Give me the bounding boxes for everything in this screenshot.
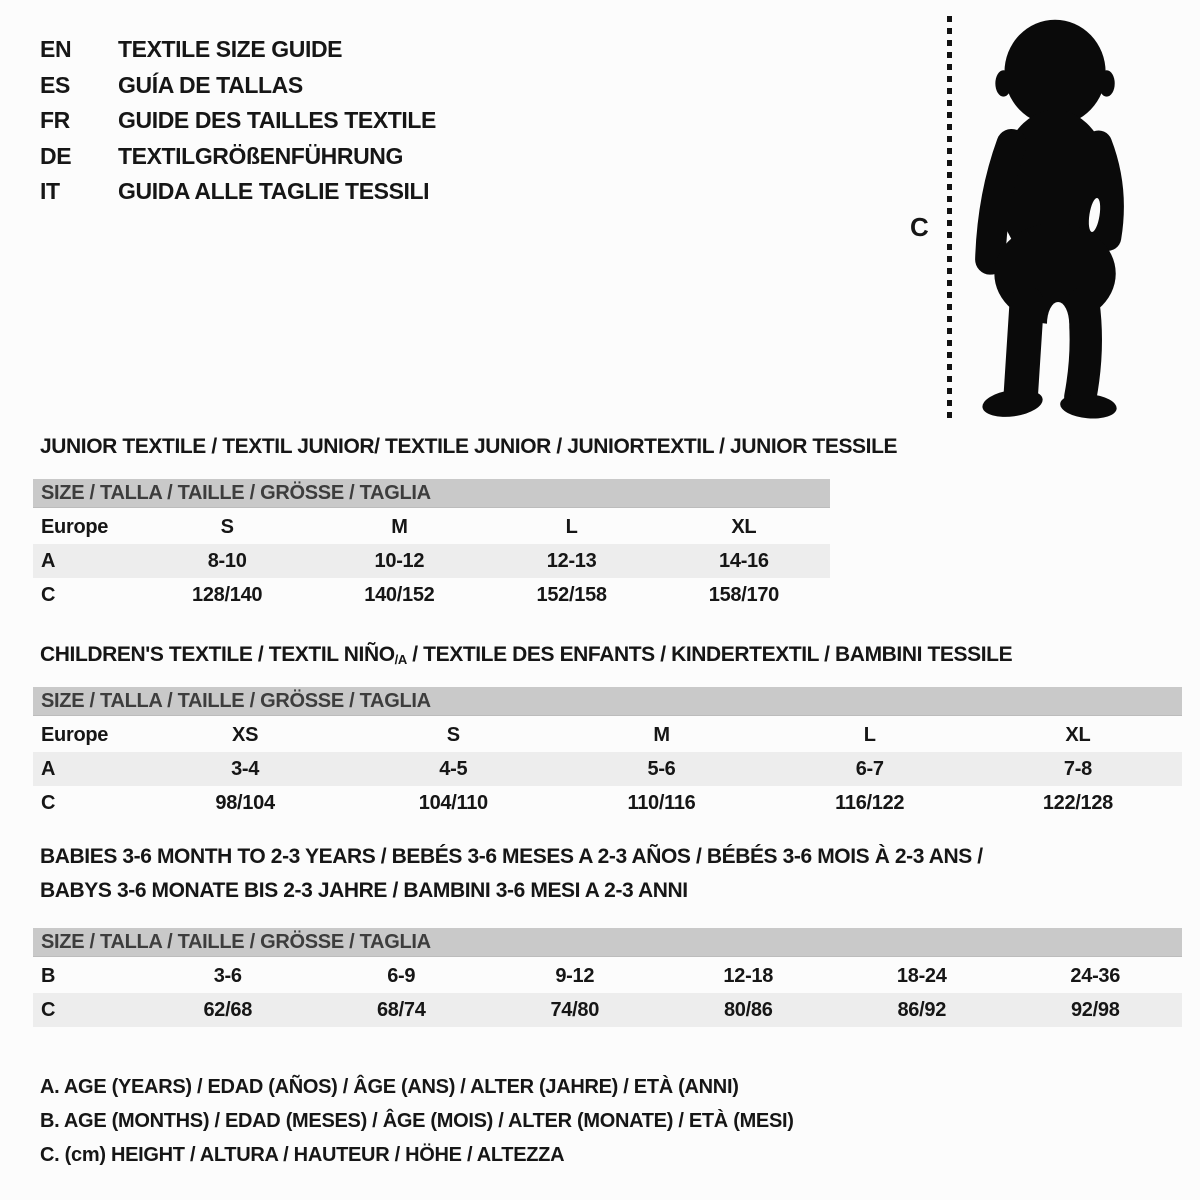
toddler-silhouette-icon: [966, 14, 1138, 420]
size-cell: M: [653, 723, 670, 746]
language-row: [40, 32, 436, 68]
language-list: [40, 32, 436, 210]
junior-size-table: [33, 479, 830, 612]
size-cell: M: [391, 515, 408, 538]
language-row: [40, 174, 436, 210]
height-cell: 104/110: [418, 791, 488, 814]
age-cell: 12-18: [723, 964, 774, 987]
babies-size-table: [33, 928, 1182, 1027]
size-cell: L: [863, 723, 876, 746]
size-band: SIZE / TALLA / TAILLE / GRÖSSE / TAGLIA: [33, 479, 830, 508]
size-cell: L: [565, 515, 578, 538]
size-cell: S: [220, 515, 234, 538]
age-cell: 5-6: [647, 757, 676, 780]
row-label: Europe: [41, 723, 109, 746]
height-cell: 158/170: [708, 583, 779, 606]
legend-line-height-cm: C. (cm) HEIGHT / ALTURA / HAUTEUR / HÖHE / ALTEZZA: [40, 1143, 565, 1166]
age-cell: 3-4: [231, 757, 260, 780]
measure-legend: [40, 1070, 794, 1172]
table-row: [33, 959, 1182, 993]
size-cell: XL: [731, 515, 757, 538]
children-heading-post: / TEXTILE DES ENFANTS / KINDERTEXTIL / BAMBINI TESSILE: [406, 643, 1013, 666]
language-row: [40, 103, 436, 139]
children-heading-sub: /A: [394, 652, 407, 667]
table-row: [33, 718, 1182, 752]
legend-line-age-years: A. AGE (YEARS) / EDAD (AÑOS) / ÂGE (ANS) / ALTER (JAHRE) / ETÀ (ANNI): [40, 1075, 739, 1098]
height-cell: 80/86: [723, 998, 773, 1021]
height-cell: 74/80: [550, 998, 600, 1021]
size-band: SIZE / TALLA / TAILLE / GRÖSSE / TAGLIA: [33, 928, 1182, 957]
row-label: C: [41, 791, 56, 814]
language-row: [40, 139, 436, 175]
height-dashed-line: [947, 16, 952, 418]
age-cell: 8-10: [207, 549, 247, 572]
row-label: A: [41, 549, 56, 572]
height-cell: 140/152: [364, 583, 435, 606]
age-cell: 4-5: [439, 757, 468, 780]
height-cell: 86/92: [897, 998, 947, 1021]
height-cell: 122/128: [1042, 791, 1114, 814]
height-cell: 98/104: [215, 791, 275, 814]
language-row: [40, 68, 436, 104]
table-row: [33, 786, 1182, 820]
size-cell: S: [446, 723, 460, 746]
height-cell: 116/122: [835, 791, 905, 814]
table-row: [33, 752, 1182, 786]
table-row: [33, 544, 830, 578]
age-cell: 14-16: [719, 549, 769, 572]
row-label: A: [41, 757, 56, 780]
height-cell: 110/116: [627, 791, 696, 814]
junior-section-heading: JUNIOR TEXTILE / TEXTIL JUNIOR/ TEXTILE JUNIOR / JUNIORTEXTIL / JUNIOR TESSILE: [40, 435, 898, 458]
language-title: TEXTILE SIZE GUIDE: [118, 36, 343, 63]
age-cell: 7-8: [1063, 757, 1092, 780]
row-label: C: [41, 583, 56, 606]
height-cell: 152/158: [536, 583, 607, 606]
height-measure-label: C: [910, 212, 929, 242]
language-title: GUÍA DE TALLAS: [118, 71, 303, 98]
language-code: EN: [40, 36, 72, 63]
height-cell: 128/140: [192, 583, 263, 606]
language-code: FR: [40, 107, 70, 134]
age-cell: 9-12: [555, 964, 595, 987]
size-cell: XL: [1065, 723, 1091, 746]
height-cell: 62/68: [203, 998, 253, 1021]
row-label: B: [41, 964, 56, 987]
row-label: Europe: [41, 515, 109, 538]
legend-line-age-months: B. AGE (MONTHS) / EDAD (MESES) / ÂGE (MOIS) / ALTER (MONATE) / ETÀ (MESI): [40, 1109, 794, 1132]
language-code: IT: [40, 178, 60, 205]
age-cell: 18-24: [896, 964, 947, 987]
age-cell: 10-12: [374, 549, 425, 572]
children-section-heading: [40, 643, 1012, 667]
language-code: ES: [40, 71, 70, 98]
age-cell: 6-9: [387, 964, 416, 987]
table-row: [33, 993, 1182, 1027]
height-cell: 92/98: [1070, 998, 1120, 1021]
table-row: [33, 510, 830, 544]
size-band: SIZE / TALLA / TAILLE / GRÖSSE / TAGLIA: [33, 687, 1182, 716]
size-cell: XS: [232, 723, 259, 746]
language-code: DE: [40, 142, 72, 169]
children-heading-pre: CHILDREN'S TEXTILE / TEXTIL NIÑO: [40, 643, 395, 666]
language-title: GUIDA ALLE TAGLIE TESSILI: [118, 178, 430, 205]
babies-section-heading-line1: BABIES 3-6 MONTH TO 2-3 YEARS / BEBÉS 3-6 MESES A 2-3 AÑOS / BÉBÉS 3-6 MOIS À 2-3 ANS /: [40, 845, 983, 868]
age-cell: 3-6: [213, 964, 242, 987]
language-title: TEXTILGRÖßENFÜHRUNG: [118, 142, 403, 169]
age-cell: 6-7: [855, 757, 884, 780]
age-cell: 24-36: [1070, 964, 1121, 987]
babies-section-heading-line2: BABYS 3-6 MONATE BIS 2-3 JAHRE / BAMBINI 3-6 MESI A 2-3 ANNI: [40, 879, 688, 902]
language-title: GUIDE DES TAILLES TEXTILE: [118, 107, 436, 134]
height-cell: 68/74: [376, 998, 426, 1021]
row-label: C: [41, 998, 56, 1021]
age-cell: 12-13: [546, 549, 597, 572]
table-row: [33, 578, 830, 612]
children-size-table: [33, 687, 1182, 820]
